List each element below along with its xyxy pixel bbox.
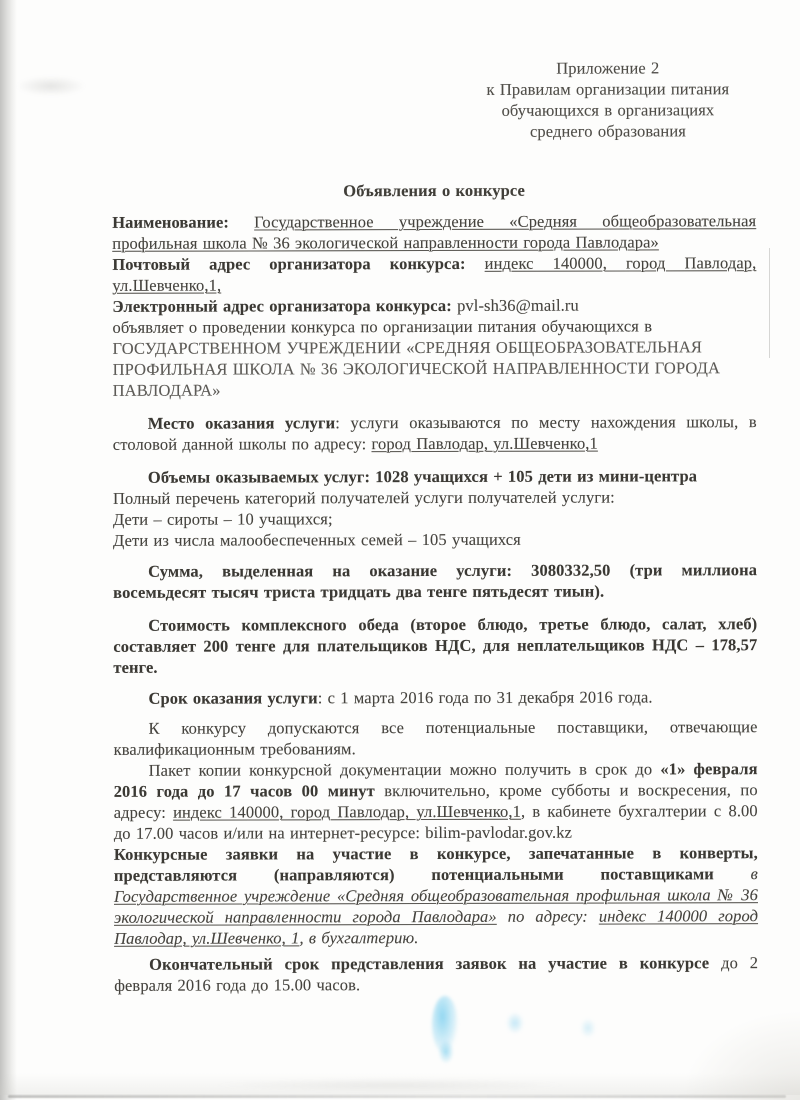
bids-at-address: по адресу: — [496, 906, 599, 926]
paragraph-bid-submission — [114, 842, 758, 949]
pencil-smudge — [16, 76, 86, 96]
postal-label: Почтовый адрес организатора конкурса: — [112, 253, 485, 274]
scan-bottom-edge — [8, 1095, 786, 1098]
cyan-stamp-stain-tail — [438, 1040, 454, 1064]
email-label: Электронный адрес организатора конкурса: — [112, 295, 458, 316]
package-text-3: , в кабинете бухгалтерии с 8.00 до 17.00 часов и/или на интернет-ресурсе: bilim-pavlodar.gov.kz — [113, 801, 758, 843]
paragraph-name — [112, 210, 756, 254]
paragraph-allocated-sum: Сумма, выделенная на оказание услуги: 3080332,50 (три миллиона восемьдесят тысяч триста тридцать два тенге пятьдесят тиын). — [113, 560, 758, 602]
document-content — [112, 57, 758, 996]
scan-corner-haze — [680, 1010, 800, 1100]
paragraph-postal-address — [112, 252, 756, 296]
appendix-line-1: Приложение 2 — [556, 58, 660, 78]
cyan-stamp-stain-faint — [580, 1018, 596, 1038]
deadline-text: до 2 февраля 2016 года до 15.00 часов. — [114, 953, 759, 995]
paragraph-service-place — [113, 411, 757, 455]
paragraph-service-volume — [113, 465, 757, 551]
package-deadline-bold: «1» февраля 2016 года до 17 часов 00 минут — [113, 759, 758, 801]
appendix-line-2: к Правилам организации питания — [486, 79, 730, 99]
paragraph-qualification: К конкурсу допускаются все потенциальные поставщики, отвечающие квалификационным требованиям. — [113, 717, 758, 759]
paragraph-lunch-cost: Стоимость комплексного обеда (второе блюдо, третье блюдо, салат, хлеб) составляет 200 тенге для плательщиков НДС, для неплательщиков НДС – 178,57 тенге. — [113, 614, 758, 677]
bids-institution: Государственное учреждение «Средняя общеобразовательная профильная школа № 36 экологической направленности города Павлодара» — [113, 885, 758, 927]
name-value: Государственное учреждение «Средняя общеобразовательная профильная школа № 36 экологической направленности города Павлодара» — [112, 211, 757, 253]
package-text-2: включительно, кроме субботы и воскресения, по адресу: — [113, 780, 758, 822]
paragraph-email — [112, 294, 756, 317]
volume-orphans: Дети – сироты – 10 учащихся; — [112, 509, 333, 529]
term-text: : с 1 марта 2016 года по 31 декабря 2016 года. — [317, 687, 653, 708]
postal-value: индекс 140000, город Павлодар, ул.Шевченко,1, — [112, 253, 757, 295]
appendix-note — [458, 57, 758, 142]
scan-left-edge — [0, 0, 17, 1100]
document-title: Объявления о конкурсе — [343, 180, 525, 201]
volume-total: Объемы оказываемых услуг: 1028 учащихся + 105 дети из мини-центра — [147, 466, 698, 487]
announcement-intro: объявляет о проведении конкурса по организации питания обучающихся в — [112, 316, 653, 337]
package-text-1: Пакет копии конкурсной документации можно получить в срок до — [148, 759, 661, 780]
bids-accounting: , в бухгалтерию. — [299, 928, 419, 948]
place-address: город Павлодар, ул.Шевченко,1 — [371, 433, 598, 454]
term-label: Срок оказания услуги — [148, 688, 318, 708]
gray-smudge — [210, 1078, 570, 1092]
scan-right-edge-line — [769, 248, 770, 358]
paragraph-final-deadline — [114, 952, 758, 996]
bids-address: индекс 140000 город Павлодар, ул.Шевченко, 1 — [114, 906, 759, 948]
bids-bold-intro: Конкурсные заявки на участие в конкурсе, запечатанные в конверты, представляются (направляются) потенциальными поставщиками — [113, 843, 758, 885]
volume-categories-intro: Полный перечень категорий получателей услуги получателей услуги: — [112, 487, 615, 508]
cyan-stamp-stain-small — [506, 1012, 524, 1034]
email-value: pvl-sh36@mail.ru — [457, 295, 579, 315]
paragraph-documentation-package — [114, 758, 758, 844]
paragraph-announcement — [112, 315, 756, 401]
appendix-line-4: среднего образования — [529, 121, 686, 141]
appendix-line-3: обучающихся в организациях — [501, 100, 715, 120]
bids-italic-to: в — [750, 864, 758, 884]
place-text: : услуги оказываются по месту нахождения школы, в столовой данной школы по адресу: — [112, 412, 757, 454]
paragraph-service-term — [113, 686, 757, 709]
package-address: индекс 140000, город Павлодар, ул.Шевченко,1 — [173, 801, 521, 822]
deadline-label: Окончательный срок представления заявок на участие в конкурсе — [149, 953, 722, 974]
announcement-institution-caps: ГОСУДАРСТВЕННОМ УЧРЕЖДЕНИИ «СРЕДНЯЯ ОБЩЕОБРАЗОВАТЕЛЬНАЯ ПРОФИЛЬНАЯ ШКОЛА № 36 ЭКОЛОГИЧЕСКОЙ НАПРАВЛЕННОСТИ ГОРОДА ПАВЛОДАРА» — [112, 337, 721, 400]
place-label: Место оказания услуги — [147, 413, 336, 433]
volume-low-income: Дети из числа малообеспеченных семей – 105 учащихся — [113, 529, 521, 550]
name-label: Наименование: — [112, 212, 255, 232]
